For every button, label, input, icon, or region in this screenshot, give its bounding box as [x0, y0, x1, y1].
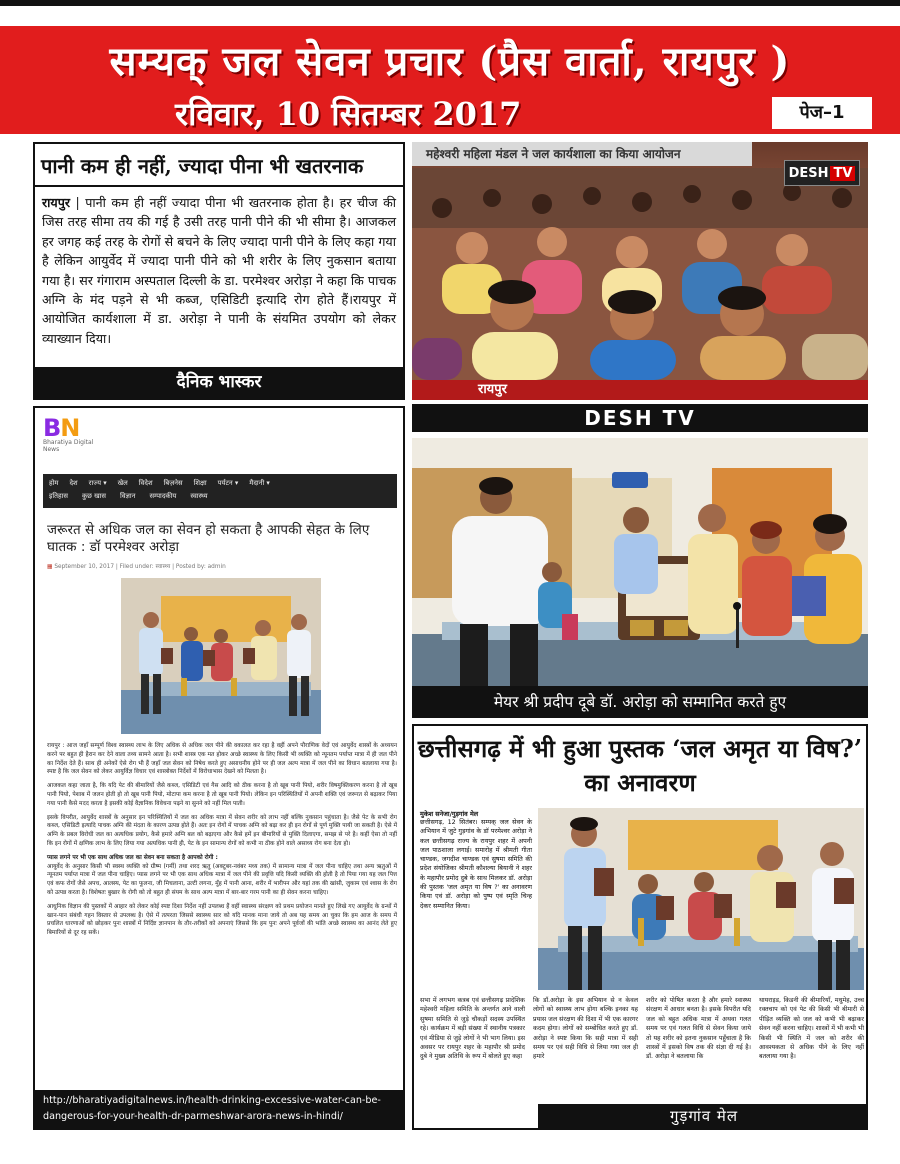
bdn-article-meta	[47, 562, 395, 570]
bhaskar-source: दैनिक भास्कर	[35, 367, 403, 398]
gurgaon-mail-clipping	[412, 724, 868, 1130]
bdn-nav-item-2-1[interactable]: कुछ खास	[81, 492, 106, 500]
gurgaon-col-3: शरीर को पोषित करता है और हमारे स्वास्थ्य संरक्षण में आधार बनता है। इसके विपरीत यदि जल को बहुत अधिक मात्रा में अथवा गलत समय पर एवं गलत विधि से सेवन किया जाये तो यह शरीर को इतना नुकसान पहुँचाता है कि शास्त्रों में इसको विष तक की संज्ञा दी गई है। डॉ. अरोड़ा ने बतलाया कि	[646, 997, 751, 1061]
book-launch-photo	[121, 578, 321, 734]
deshtv-source: DESH TV	[412, 404, 868, 432]
bdn-article-url: http://bharatiyadigitalnews.in/health-drinking-excessive-water-can-be-dangerous-for-your-health-dr-parmeshwar-arora-news-in-hindi/	[35, 1090, 403, 1128]
mayor-photo-caption: मेयर श्री प्रदीप दूबे डॉ. अरोड़ा को सम्मानित करते हुए	[412, 686, 868, 718]
gurgaon-headline: छत्तीसगढ़ में भी हुआ पुस्तक ‘जल अमृत या विष?’ का अनावरण	[417, 734, 863, 797]
bdn-logo-n: N	[60, 414, 80, 442]
bdn-nav-item-3[interactable]: खेल	[117, 479, 128, 487]
deshtv-screenshot	[412, 142, 868, 400]
bdn-article-photo	[121, 578, 321, 734]
bdn-nav-item-2-2[interactable]: विज्ञान	[120, 492, 136, 500]
bdn-para-2: आजकल कहा जाता है, कि यदि पेट की बीमारियों जैसे कब्ज, एसिडिटी एवं गैस आदि को ठीक करना है तो खूब पानी पियो, शरीर विषमुक्तिकरण करना है तो खूब पानी पियो, पेशाब में जलन होती हो तो खूब पानी पियो, मोटापा कम करना है तो खूब पानी पियो। लेकिन इन परिस्थितियों में अपनी शक्ति एवं जरूरत से बढ़ाकर पिया गया पानी कैसे मदद करता है इसकी कोई वैज्ञानिक विवेचना पढ़ने या सुनने को नहीं मिल पाती।	[47, 783, 397, 807]
bdn-nav-item-2-0[interactable]: इतिहास	[49, 492, 68, 500]
calendar-icon: ▦	[47, 564, 53, 570]
gurgaon-col-1: सभा में लगभग कत्रब एवं छत्तीसगढ़ प्रादेशिक महेश्वरी महिला समिति के अन्तर्गत आने वाली सुषमा समिति से जुड़े चौकड़ों सदस्य उपस्थित रहे। कार्यक्रम में बड़ी संख्या में स्थानीय पत्रकार एवं मीडिया से जुड़े लोगों ने भी भाग लिया। इस अवसर पर रायपुर शहर के महापौर श्री प्रमोद दुबे ने मुख्य अतिथि के रूप में बोलते हुए कहा	[420, 997, 525, 1061]
page-header	[0, 0, 900, 133]
book-unveiling-photo	[538, 808, 864, 990]
bdn-para-1: रायपुर : आज जहाँ सम्पूर्ण विश्व स्वास्थ्य लाभ के लिए अधिक से अधिक जल पीने की वकालत कर रहा है वहीं अपने पौराणिक वेदों एवं आयुर्वेद शास्त्रों के अध्ययन करने पर बहुत ही हैरान कर देने वाला तथ्य सामने आता है। सभी शास्त्र एक मत होकर अच्छे स्वास्थ्य के लिए किसी भी व्यक्ति को न्यूनतम पर्याप्त मात्रा में ही जल पीने का निर्देश देते हैं। साथ ही अनेकों ऐसे रोग भी हैं जहाँ जल सेवन को निषेध करते हुए असाधनीय होने पर ही जल अल्प मात्रा में जल पीने का विधान बतलाया गया है। स्पष्ट है कि जल सेवन को लेकर आयुर्विज्ञ विचार एवं शास्त्रोक्त निर्देशों में विरोधाभास देखने को मिलता है।	[47, 743, 397, 776]
bdn-article-title: जरूरत से अधिक जल का सेवन हो सकता है आपकी सेहत के लिए घातक : डॉ परमेश्वर अरोड़ा	[47, 522, 370, 555]
bhaskar-headline: पानी कम ही नहीं, ज्यादा पीना भी खतरनाक	[35, 144, 403, 187]
bhaskar-body: रायपुर | पानी कम ही नहीं ज्यादा पीना भी खतरनाक होता है। हर चीज की जिस तरह सीमा तय की गई है उसी तरह पानी पीने की भी सीमा है। आजकल हर जगह कई तरह के रोगों से बचने के लिए ज्यादा पानी पीने के लिए कहा गया है लेकिन आयुर्वेद में ज्यादा पानी पीने को भी शरीर के लिए नुकसान बताया गया है। सर गंगाराम अस्पताल दिल्ली के डा. परमेश्वर अरोड़ा ने कहा कि पाचक अग्नि के मंद पड़ने से भी कब्ज, एसिडिटी इत्यादि रोग होते हैं।रायपुर में आयोजित कार्यशाला में डा. अरोड़ा ने पानी के संयमित उपयोग को लेकर व्याख्यान दिया।	[42, 195, 397, 346]
felicitation-scene	[412, 438, 868, 686]
bhaskar-clipping	[33, 142, 405, 400]
deshtv-city-strip: रायपुर	[412, 380, 868, 400]
bdn-nav-item-2[interactable]: राज्य ▾	[88, 479, 107, 487]
bdn-nav-bar	[43, 474, 397, 508]
bdn-para-5: आधुनिक विज्ञान की पुस्तकों में आहार को लेकर कोई स्पष्ट दिशा निर्देश नहीं उपलब्ध हैं वहीं स्वास्थ्य संरक्षण को प्रथम प्रयोजन मानते हुए लिखे गए आयुर्वेद के ग्रन्थों में खान-पान संबंधी गहन विस्तार से उपलब्ध है। ऐसे में तत्परता जिससे स्वास्थ्य सार को यदि मानक माना जाये तो अब यह समय आ चुका कि हम आज के समय में प्रचलित धारणाओं को छोड़कर पुनः शास्त्रों में निर्दिष्ट ज्ञानपान के तौर-तरीकों को अपनाएं जिससे कि हम पुनः अपने पूर्वजों की भांति अच्छे स्वास्थ्य का आनंद लेते हुए बिमारियों से दूर रह सकें।	[47, 903, 397, 937]
bdn-nav-row-2	[43, 490, 397, 503]
deshtv-ticker: महेश्वरी महिला मंडल ने जल कार्यशाला का किया आयोजन	[412, 142, 752, 166]
digital-news-clipping	[33, 406, 405, 1130]
bdn-nav-item-7[interactable]: पर्यटन ▾	[217, 479, 239, 487]
gurgaon-byline: मुकेश सनेजा/गुड़गांव मेल	[420, 810, 479, 818]
bdn-logo-mark	[43, 414, 107, 442]
mayor-felicitation-photo	[412, 438, 868, 686]
bdn-meta-text: September 10, 2017 | Filed under: स्वास्थ्य | Posted by: admin	[54, 564, 226, 570]
deshtv-logo-text: DESH	[788, 166, 829, 181]
gurgaon-col-2: कि डॉ.अरोड़ा के इस अभियान से न केवल लोगों को स्वास्थ्य लाभ होगा बल्कि इनका यह प्रयास जल संरक्षण की दिशा में भी एक कारगर कदम होगा। लोगों को सम्बोधित करते हुए डॉ. अरोड़ा ने स्पष्ट किया कि सही मात्रा में सही समय पर एवं सही विधि से लिया गया जल ही हमारे	[533, 997, 638, 1061]
bdn-subhead: प्यास लगने पर भी एक साथ अधिक जल का सेवन बना सकता है आपको रोगी :	[47, 854, 218, 861]
header-date: रविवार, 10 सितम्बर 2017	[175, 95, 522, 133]
bhaskar-text: पानी कम ही नहीं ज्यादा पीना भी खतरनाक होता है। हर चीज की जिस तरह सीमा तय की गई है उसी तरह पानी पीने की भी सीमा है। आजकल हर जगह कई तरह के रोगों से बचने के लिए ज्यादा पानी पीने के लिए कहा गया है लेकिन आयुर्वेद में ज्यादा पानी पीने को भी शरीर के लिए नुकसान बताया गया है। सर गंगाराम अस्पताल दिल्ली के डा. परमेश्वर अरोड़ा ने कहा कि पाचक अग्नि के मंद पड़ने से भी कब्ज, एसिडिटी इत्यादि रोग होते हैं।रायपुर में आयोजित कार्यशाला में डा. अरोड़ा ने पानी के संयमित उपयोग को लेकर व्याख्यान दिया।	[42, 195, 397, 346]
deshtv-logo-tv: TV	[830, 166, 855, 181]
bdn-nav-item-4[interactable]: विदेश	[138, 479, 153, 487]
gurgaon-photo	[538, 808, 864, 990]
mayor-photo-clipping	[412, 438, 868, 718]
audience-photo	[412, 168, 868, 380]
bdn-nav-item-1[interactable]: देश	[69, 479, 78, 487]
page-number-badge: पेज–1	[772, 97, 872, 129]
bdn-nav-item-0[interactable]: होम	[49, 479, 59, 487]
gurgaon-columns	[420, 996, 864, 1062]
bdn-nav-item-6[interactable]: शिक्षा	[193, 479, 207, 487]
deshtv-logo	[784, 160, 860, 186]
bdn-logo	[43, 414, 107, 453]
bdn-nav-row-1	[43, 474, 397, 490]
gurgaon-intro: छत्तीसगढ़, 12 सितंबर। सम्यक् जल सेवन के अभियान में जुटे गुड़गांव के डॉ परमेश्वर अरोड़ा ने कल छत्तीसगढ़ राज्य के रायपुर शहर में अपनी जल पाठशाला लगाई। समारोह में श्रीमती गीता चाण्डक, जगदीश चाण्डक एवं सुषमा समिति की प्रदेश संयोजिका श्रीमती कौशल्या बियानी ने शहर के महापौर प्रमोद दुबे के साथ मिलकर डॉ. अरोड़ा की पुस्तक 'जल अमृत या विष ?' का अनावरण किया एवं डॉ. अरोड़ा को पुष्प एवं स्मृति चिन्ह देकर सम्मानित किया।	[420, 818, 532, 910]
bdn-nav-item-2-4[interactable]: स्वास्थ्य	[190, 492, 208, 500]
bdn-logo-b: B	[43, 414, 61, 442]
bdn-article-body	[47, 742, 397, 943]
bdn-nav-item-2-3[interactable]: सम्पादकीय	[149, 492, 177, 500]
bdn-para-4: आयुर्वेद के अनुसार किसी भी स्वस्थ व्यक्ति को ग्रीष्म (गर्मी) तथा शरद ऋतु (अक्टूबर-नवंबर मध्य तक) में सामान्य मात्रा में जल पीना चाहिए तथा अन्य ऋतुओं में न्यूनतम पर्याप्त मात्रा में जल पीना चाहिए। प्यास लगने पर भी एक साथ अधिक मात्रा में जल पीने की प्रवृत्ति यदि किसी व्यक्ति की होती है तो पिया गया यह जल पित्त एवं कफ रोगों जैसे अपच, आलस्य, पेट का फूलना, जी मिचलाना, उल्टी लगना, मुँह में पानी आना, शरीर में भारीपन और यहां तक की खांसी, जुकाम एवं श्वास के रोग को उत्पन्न करता है। विशेषतः बुखार के रोगी को तो बहुत ही संयम के साथ अल्प मात्रा में बार-बार गरम पानी का ही सेवन करना चाहिए।	[47, 863, 397, 896]
bdn-para-3: इसके विपरीत, आयुर्वेद शास्त्रों के अनुसार इन परिस्थितियों में जल का अधिक मात्रा में सेवन शरीर को लाभ नहीं बल्कि नुकसान पहुंचाता है। जैसे पेट के सभी रोग कब्ज, एसिडिटी इत्यादि पाचक अग्नि की मंदता के कारण उत्पन्न होते हैं। अतः इन रोगों में पाचक अग्नि को बढ़ा कर ही इन रोगों से पूर्ण मुक्ति पायी जा सकती है। ऐसे में अग्नि के प्रबल विरोधी जल का अत्यधिक प्रयोग, कैसे हमारे अग्नि बल को बढ़ाएगा और कैसे हमें इन बीमारियों से मुक्ति दिलाएगा, समझ से परे है। कहीं ऐसा तो नहीं कि इन रोगों में क्षणिक लाभ के लिए लिया गया अत्यधिक पानी ही, पेट के इन सामान्य रोगों को कभी ना ठीक होने वाले असाध्य रोग बना देता हो।	[47, 814, 397, 847]
gurgaon-col-4: थायराइड, किडनी की बीमारियाँ, मधुमेह, उच्च रक्तचाप को एवं पेट की किसी भी बीमारी से पीड़ित व्यक्ति को जल को कभी भी बढ़ाकर सेवन नहीं करना चाहिए। शास्त्रों में भी कभी भी किसी भी स्थिति में जल को शरीर की आवश्यकता से अधिक पीने के लिए नहीं बतलाया गया है।	[759, 997, 864, 1061]
bdn-logo-subtitle: Bharatiya Digital News	[43, 439, 94, 453]
bhaskar-dateline: रायपुर	[42, 195, 71, 210]
header-title: सम्यक् जल सेवन प्रचार (प्रैस वार्ता, रायपुर )	[109, 38, 791, 85]
gurgaon-source: गुड़गांव मेल	[538, 1104, 868, 1128]
bdn-nav-item-5[interactable]: बिज़नेस	[163, 479, 183, 487]
deshtv-clipping	[412, 142, 868, 432]
bdn-nav-item-8[interactable]: मैदानी ▾	[249, 479, 270, 487]
